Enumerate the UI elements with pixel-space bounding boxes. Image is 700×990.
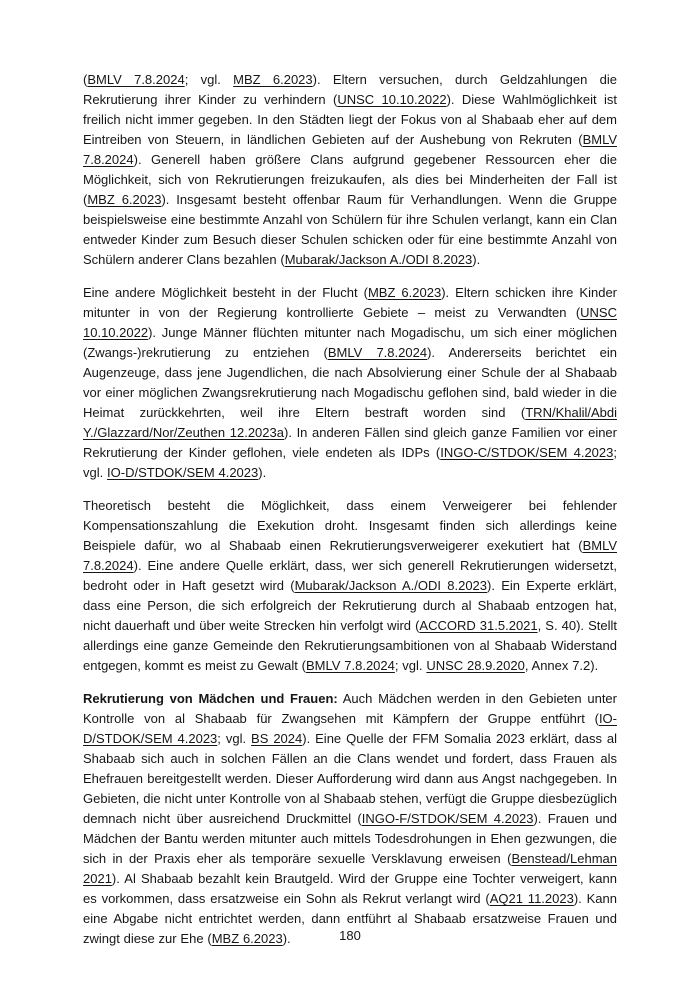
citation-link[interactable]: UNSC 10.10.2022 [337, 92, 447, 107]
citation-link[interactable]: BMLV 7.8.2024 [327, 345, 428, 360]
text-run: ). Insgesamt besteht offenbar Raum für Verhandlungen. Wenn die Gruppe beispielsweise eine bestimmte Anzahl von Schülern für ihre Schulen verlangt, kann ein Clan entweder Kinder zum Besuch dieser Schulen schicken oder für eine bestimmte Anzahl von Schülern anderer Clans bezahlen ( [83, 192, 617, 267]
paragraph [83, 689, 617, 949]
paragraph-lead-bold: Rekrutierung von Mädchen und Frauen: [83, 691, 338, 706]
text-run: ( [83, 72, 88, 87]
text-run: ). Kann eine Abgabe nicht entrichtet werden, dann entführt al Shabaab ersatzweise Frauen und zwingt diese zur Ehe ( [83, 891, 617, 946]
text-run: ). Eltern schicken ihre Kinder mitunter in von der Regierung kontrollierte Gebiete – meist zu Verwandten ( [83, 285, 618, 320]
text-run: ; vgl. [184, 72, 234, 87]
text-run: , S. 40). Stellt allerdings eine ganze Gemeinde den Rekrutierungsambitionen von al Shabaab Widerstand entgegen, kommt es meist zu Gewalt ( [83, 618, 618, 673]
text-run: ). Eine andere Quelle erklärt, dass, wer sich generell Rekrutierungen widersetzt, bedroht oder in Haft gesetzt wird ( [83, 558, 617, 593]
citation-link[interactable]: IO-D/STDOK/SEM 4.2023 [107, 465, 259, 480]
paragraph [83, 496, 617, 676]
citation-link[interactable]: MBZ 6.2023 [211, 931, 283, 946]
text-run: ). Andererseits berichtet ein Augenzeuge, dass jene Jugendlichen, die nach Absolvierung einer Schule der al Shabaab vor einer möglichen Zwangsrekrutierung nach Mogadischu geflohen sind, bald wieder in die Heimat zurückkehrten, weil ihre Eltern bestraft worden sind ( [83, 345, 617, 420]
text-run: , Annex 7.2). [524, 658, 599, 673]
paragraph [83, 70, 617, 270]
citation-link[interactable]: Benstead/Lehman 2021 [83, 851, 617, 886]
text-run: ). Eine Quelle der FFM Somalia 2023 erklärt, dass al Shabaab sich auch in solchen Fällen an die Clans wendet und fordert, dass Frauen als Ehefrauen bereitgestellt werden. Dieser Aufforderung wird dann aus Angst nachgegeben. In Gebieten, die nicht unter Kontrolle von al Shabaab stehen, verfügt die Gruppe diesbezüglich demnach nicht über ausreichend Druckmittel ( [83, 731, 618, 826]
citation-link[interactable]: INGO-F/STDOK/SEM 4.2023 [361, 811, 534, 826]
text-run: ; vgl. [394, 658, 427, 673]
paragraph [83, 283, 617, 483]
citation-link[interactable]: AQ21 11.2023 [489, 891, 574, 906]
citation-link[interactable]: MBZ 6.2023 [87, 192, 162, 207]
text-run: ). Generell haben größere Clans aufgrund gegebener Ressourcen eher die Möglichkeit, sich von Rekrutierungen freizukaufen, als dies bei Minderheiten der Fall ist ( [83, 152, 617, 207]
citation-link[interactable]: BMLV 7.8.2024 [83, 538, 617, 573]
citation-link[interactable]: BMLV 7.8.2024 [306, 658, 395, 673]
citation-link[interactable]: ACCORD 31.5.2021 [419, 618, 538, 633]
text-run: ). In anderen Fällen sind gleich ganze Familien vor einer Rekrutierung der Kinder geflohen, viele endeten als IDPs ( [83, 425, 617, 460]
text-run: ). [258, 465, 267, 480]
citation-link[interactable]: Mubarak/Jackson A./ODI 8.2023 [284, 252, 473, 267]
text-run: Eine andere Möglichkeit besteht in der Flucht ( [83, 285, 368, 300]
text-run: ). Eltern versuchen, durch Geldzahlungen die Rekrutierung ihrer Kinder zu verhindern ( [83, 72, 617, 107]
text-run: ; vgl. [83, 445, 617, 480]
text-run: ). Diese Wahlmöglichkeit ist freilich nicht immer gegeben. In den Städten liegt der Fokus von al Shabaab eher auf dem Eintreiben von Steuern, in ländlichen Gebieten auf der Aushebung von Rekruten ( [83, 92, 617, 147]
citation-link[interactable]: MBZ 6.2023 [233, 72, 313, 87]
page-number: 180 [339, 928, 361, 943]
text-run: ). [472, 252, 481, 267]
citation-link[interactable]: IO-D/STDOK/SEM 4.2023 [83, 711, 617, 746]
text-run: Auch Mädchen werden in den Gebieten unter Kontrolle von al Shabaab für Zwangsehen mit Kämpfern der Gruppe entführt ( [83, 691, 617, 726]
text-run: ). Al Shabaab bezahlt kein Brautgeld. Wird der Gruppe eine Tochter verweigert, kann es vorkommen, dass ersatzweise ein Sohn als Rekrut verlangt wird ( [83, 871, 617, 906]
text-run: ; vgl. [217, 731, 252, 746]
text-run: Theoretisch besteht die Möglichkeit, dass einem Verweigerer bei fehlender Kompensationszahlung die Exekution droht. Insgesamt finden sich allerdings keine Beispiele dafür, wo al Shabaab einen Rekrutierungsverweigerer exekutiert hat ( [83, 498, 617, 553]
citation-link[interactable]: UNSC 10.10.2022 [83, 305, 617, 340]
citation-link[interactable]: UNSC 28.9.2020 [426, 658, 525, 673]
text-run: ). Frauen und Mädchen der Bantu werden mitunter auch mittels Todesdrohungen in Ehen gezwungen, die sich in der Praxis eher als temporäre sexuelle Versklavung erweisen ( [83, 811, 617, 866]
document-body [83, 70, 617, 962]
citation-link[interactable]: Mubarak/Jackson A./ODI 8.2023 [294, 578, 488, 593]
text-run: ). Ein Experte erklärt, dass eine Person, die sich erfolgreich der Rekrutierung durch al Shabaab entzogen hat, nicht dauerhaft und über weite Strecken hin verfolgt wird ( [83, 578, 617, 633]
citation-link[interactable]: MBZ 6.2023 [367, 285, 442, 300]
text-run: ). Junge Männer flüchten mitunter nach Mogadischu, um sich einer möglichen (Zwangs-)rekrutierung zu entziehen ( [83, 325, 617, 360]
citation-link[interactable]: INGO-C/STDOK/SEM 4.2023 [440, 445, 614, 460]
citation-link[interactable]: BMLV 7.8.2024 [87, 72, 185, 87]
citation-link[interactable]: TRN/Khalil/Abdi Y./Glazzard/Nor/Zeuthen 12.2023a [83, 405, 617, 440]
text-run: ). [282, 931, 291, 946]
citation-link[interactable]: BS 2024 [251, 731, 303, 746]
citation-link[interactable]: BMLV 7.8.2024 [83, 132, 617, 167]
